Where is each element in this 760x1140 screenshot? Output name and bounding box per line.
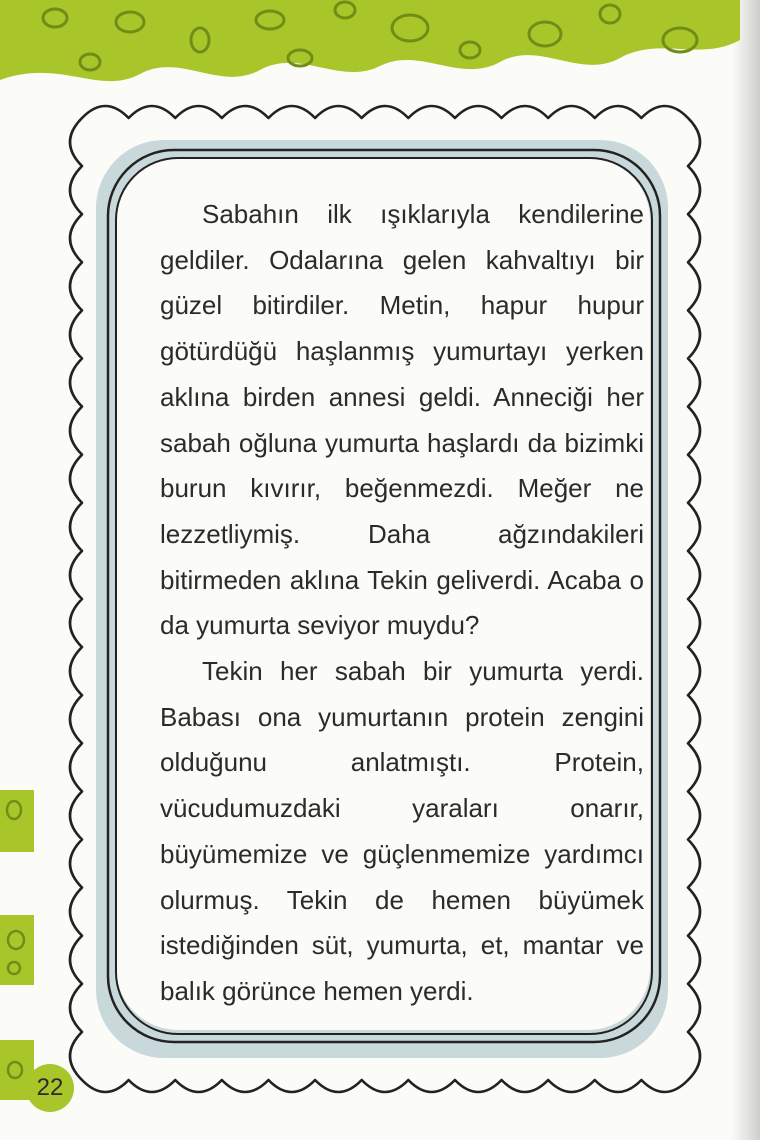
page-number: 22: [36, 1074, 64, 1101]
top-green-band: [0, 0, 740, 81]
page-number-badge: [26, 1064, 74, 1112]
left-green-tabs: [0, 790, 34, 1100]
story-text: [160, 192, 644, 1015]
story-paragraph-2: Tekin her sabah bir yumurta yerdi. Babası ona yumurtanın protein zengini olduğunu anlatmıştı. Protein, vücudumuzdaki yaraları onarır, büyümemize ve güçlenmemize yardımcı olurmuş. Tekin de hemen büyümek istediğinden süt, yumurta, et, mantar ve balık görünce hemen yerdi.: [160, 656, 644, 1006]
story-paragraph-1: Sabahın ilk ışıklarıyla kendilerine geldiler. Odalarına gelen kahvaltıyı bir güzel bitirdiler. Metin, hapur hupur götürdüğü haşlanmış yumurtayı yerken aklına birden annesi geldi. Anneciği her sabah oğluna yumurta haşlardı da bizimki burun kıvırır, beğenmezdi. Meğer ne lezzetliymiş. Daha ağzındakileri bitirmeden aklına Tekin geliverdi. Acaba o da yumurta seviyor muydu?: [160, 199, 644, 641]
